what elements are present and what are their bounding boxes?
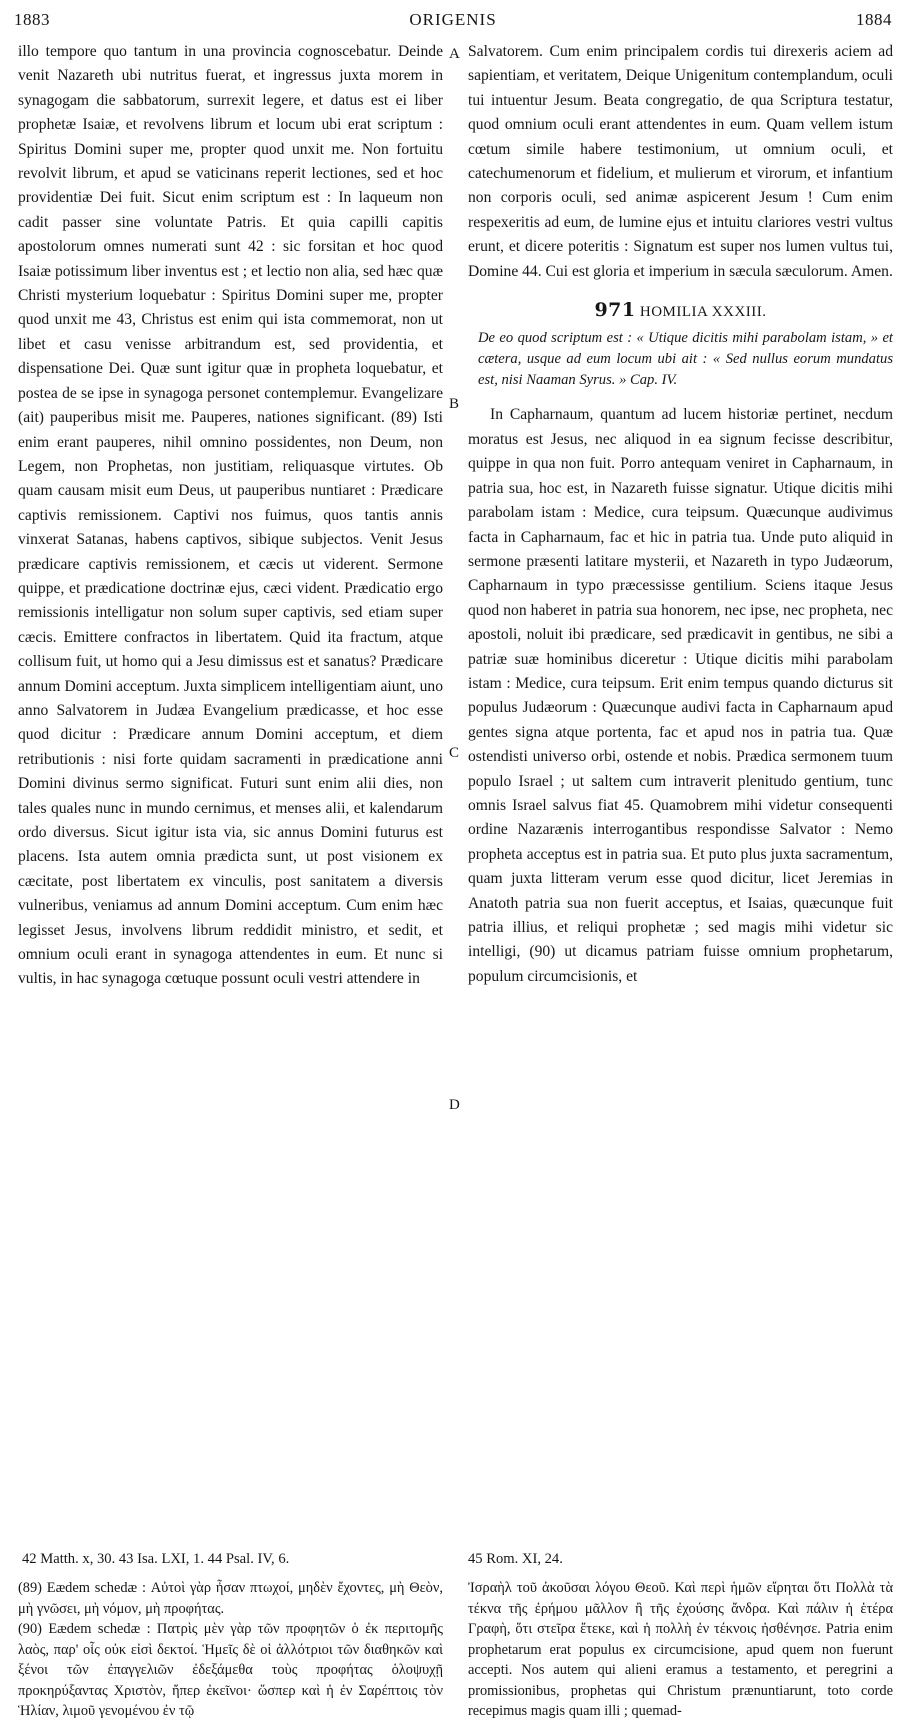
column-number-left: 1883: [14, 10, 50, 29]
homily-number: 971: [594, 299, 636, 322]
homily-summary: De eo quod scriptum est : « Utique dicitis mihi parabolam istam, » et cætera, usque ad eum locum ubi ait : « Sed nullus eorum mundatus est, nisi Naaman Syrus. » Cap. IV.: [478, 330, 893, 389]
right-column: [468, 40, 893, 989]
footnote-89: (89) Eædem schedæ : Αὐτοὶ γὰρ ἦσαν πτωχοί, μηδὲν ἔχοντες, μὴ Θεὸν, μὴ γνῶσει, μὴ νόμον, μὴ προφήτας.: [18, 1580, 443, 1617]
homily-title: HOMILIA XXXIII.: [639, 304, 767, 321]
right-column-top-text: Salvatorem. Cum enim principalem cordis tui direxeris aciem ad sapientiam, et veritatem, Deique Unigenitum contemplandum, oculi tui intuentur Jesum. Beata congregatio, de qua Scriptura testatur, quod omnium oculi erant attendentes in eum. Quam vellem istum cœtum simile habere testimonium, ut omnium oculi, et catechumenorum et fidelium, et mulierum et virorum, et infantium non corporis oculi, sed animæ aspicerent Jesum ! Cum enim respexeritis ad eum, de lumine ejus et intuitu clariores vestri vultus erunt, et dicere poteritis : Signatum est super nos lumen vultus tui, Domine 44. Cui est gloria et imperium in sæcula sæculorum. Amen.: [468, 43, 893, 280]
scripture-refs-left: 42 Matth. x, 30. 43 Isa. LXI, 1. 44 Psal. IV, 6.: [22, 1551, 290, 1567]
homily-heading: [468, 298, 893, 324]
running-title: ORIGENIS: [409, 10, 497, 29]
footnotes-right: [468, 1578, 893, 1722]
column-number-right: 1884: [856, 10, 892, 29]
scripture-refs-right: 45 Rom. XI, 24.: [468, 1551, 563, 1567]
running-head: [14, 10, 892, 36]
footnotes-left: [18, 1578, 443, 1722]
left-column: [18, 40, 443, 992]
margin-letter-d: D: [449, 1097, 460, 1113]
margin-letter-b: B: [449, 396, 460, 412]
footnote-90-continued: Ἰσραὴλ τοῦ ἀκοῦσαι λόγου Θεοῦ. Καὶ περὶ ἡμῶν εἴρηται ὅτι Πολλὰ τὰ τέκνα τῆς ἐρήμου μᾶλλον ἢ τῆς ἐχούσης ἄνδρα. Καὶ πάλιν ἡ ἑτέρα Γραφὴ, ὅτι στεῖρα ἔτεκε, καὶ ἡ πολλὴ ἐν τέκνοις ἠσθένησε. Patria enim prophetarum erat populus ex circumcisione, apud quem non fuerunt accepti. Nos autem qui alieni eramus a testamento, et peregrini a promissionibus, prophetas qui Christum prænuntiarunt, toto corde recepimus magis quam illi ; quemad-: [468, 1580, 893, 1719]
left-column-text: illo tempore quo tantum in una provincia cognoscebatur. Deinde venit Nazareth ubi nutritus fuerat, et ingressus juxta morem in synagogam die sabbatorum, surrexit legere, et datus est ei liber prophetæ Isaiæ, et revolvens librum et locum ubi erat scriptum : Spiritus Domini super me, propter quod unxit me. Non fortuitu revolvit librum, et apud se vaticinans reperit lectiones, sed et hoc providentiæ Dei fuit. Sicut enim scriptum est : In laqueum non cadit passer sine voluntate Patris. Et quia capilli capitis apostolorum omnes numerati sunt 42 : sic forsitan et hoc quod Isaiæ potissimum liber inventus est ; et lectio non alia, sed hæc quæ Christi mysterium loquebatur : Spiritus Domini super me, propter quod unxit me 43, Christus est enim qui ista commemorat, non ut libet et casu venisse arbitrandum est, sed providentia, et dispensatione Dei. Quæ sunt igitur quæ in propheta loquebatur, et postea de se ipse in synagoga personet contemplemur. Evangelizare (ait) pauperibus misit me. Pauperes, nationes significant. (89) Isti enim erant pauperes, nihil omnino possidentes, non Deum, non Legem, non Prophetas, non justitiam, reliquasque virtutes. Ob quam causam misit eum Deus, ut pauperibus nuntiaret : Prædicare captivis remissionem. Captivi nos fuimus, quos tantis annis vinxerat Satanas, habens captivos, sibique subjectos. Venit Jesus prædicare captivis remissionem, et cæcis ut viderent. Sermone quippe, et prædicatione doctrinæ ejus, cæci vident. Prædicatio ergo remissionis intelligatur non solum super captivis, sed etiam super cæcis. Emittere confractos in libertatem. Quid ita fractum, atque collisum fuit, ut homo qui a Jesu dimissus est et sanatus? Prædicare annum Domini acceptum. Juxta simplicem intelligentiam aiunt, uno anno Salvatorem in Judæa Evangelium prædicasse, et hoc esse quod dicitur : Prædicare annum Domini acceptum, et diem retributionis : nisi forte quidam sacramenti in prædicatione anni Domini divinus sermo significat. Futuri sunt enim alii dies, non tales quales nunc in mundo cernimus, et menses alii, et kalendarum ordo diversus. Sicut igitur ista via, sic annus Domini futurus est placens. Ista autem omnia prædicta sunt, ut post visionem ex cæcitate, post libertatem ex vinculis, post sanitatem a diversis vulneribus, veniamus ad annum Domini acceptum. Cum enim hæc legisset Jesus, involvens librum reddidit ministro, et sedit, et omnium oculi erant in synagoga attendentes in eum. Et nunc si vultis, in hac synagoga cœtuque possunt oculi vestri attendere in: [18, 43, 443, 988]
homily-body: In Capharnaum, quantum ad lucem historiæ pertinet, necdum moratus est Jesus, nec aliquod in ea signum fecisse describitur, quippe in qua non fuit. Porro antequam veniret in Capharnaum, in patria sua, hoc est, in Nazareth fuisse signatur. Utique dicitis mihi parabolam istam : Medice, cura teipsum. Quæcunque audivimus facta in Capharnaum, fac et hic in patria tua. Unde puto aliquid in sermone præsenti latitare mysterii, et Nazareth in typo Judæorum, Capharnaum in typo præcessisse gentilium. Sciens itaque Jesus quod non haberet in patria sua honorem, nec ipse, nec propheta, nec apostoli, noluit ibi prædicare, sed prædicavit in gentibus, ne sibi a patriæ suæ hominibus diceretur : Utique dicitis mihi parabolam istam : Medice, cura teipsum. Erit enim tempus quando dicturus sit populus Judæorum : Quæcunque audivi facta in Capharnaum apud gentes signa atque portenta, fac et apud nos in patria tua. Quæ ostendisti universo orbi, ostende et nobis. Prædica sermonem tuum populo Israel ; ut saltem cum intraverit plenitudo gentium, tunc omnis Israel salvus fiat 45. Quamobrem mihi videtur consequenti ordine Nazarænis interrogantibus respondisse Salvator : Nemo propheta acceptus est in patria sua. Et puto plus juxta sacramentum, quam juxta litteram verum esse quod dicitur, licet Jeremias in Anatoth patria sua non fuerit acceptus, et Isaias, quæcunque fuit patria illius, et reliqui prophetæ ; sed magis mihi videtur sic intelligi, (90) ut dicamus patriam fuisse omnium prophetarum, populum circumcisionis, et: [468, 406, 893, 985]
margin-letter-c: C: [449, 745, 460, 761]
footnote-90: (90) Eædem schedæ : Πατρὶς μὲν γὰρ τῶν προφητῶν ὁ ἐκ περιτομῆς λαὸς, παρ' οἷς οὐκ εἰσὶ δεκτοί. Ἡμεῖς δὲ οἱ ἀλλότριοι τῶν διαθηκῶν καὶ ξένοι τῶν ἐπαγγελιῶν ἐδεξάμεθα τοὺς προφήτας ὁλοψυχῇ προκηρύξαντας Χριστὸν, ἤπερ ἐκεῖνοι· ὥσπερ καὶ ἡ ἐν Σαρέπτοις τὸν Ἡλίαν, λιμοῦ γενομένου ἐν τῷ: [18, 1621, 443, 1719]
margin-letter-a: A: [449, 46, 460, 62]
